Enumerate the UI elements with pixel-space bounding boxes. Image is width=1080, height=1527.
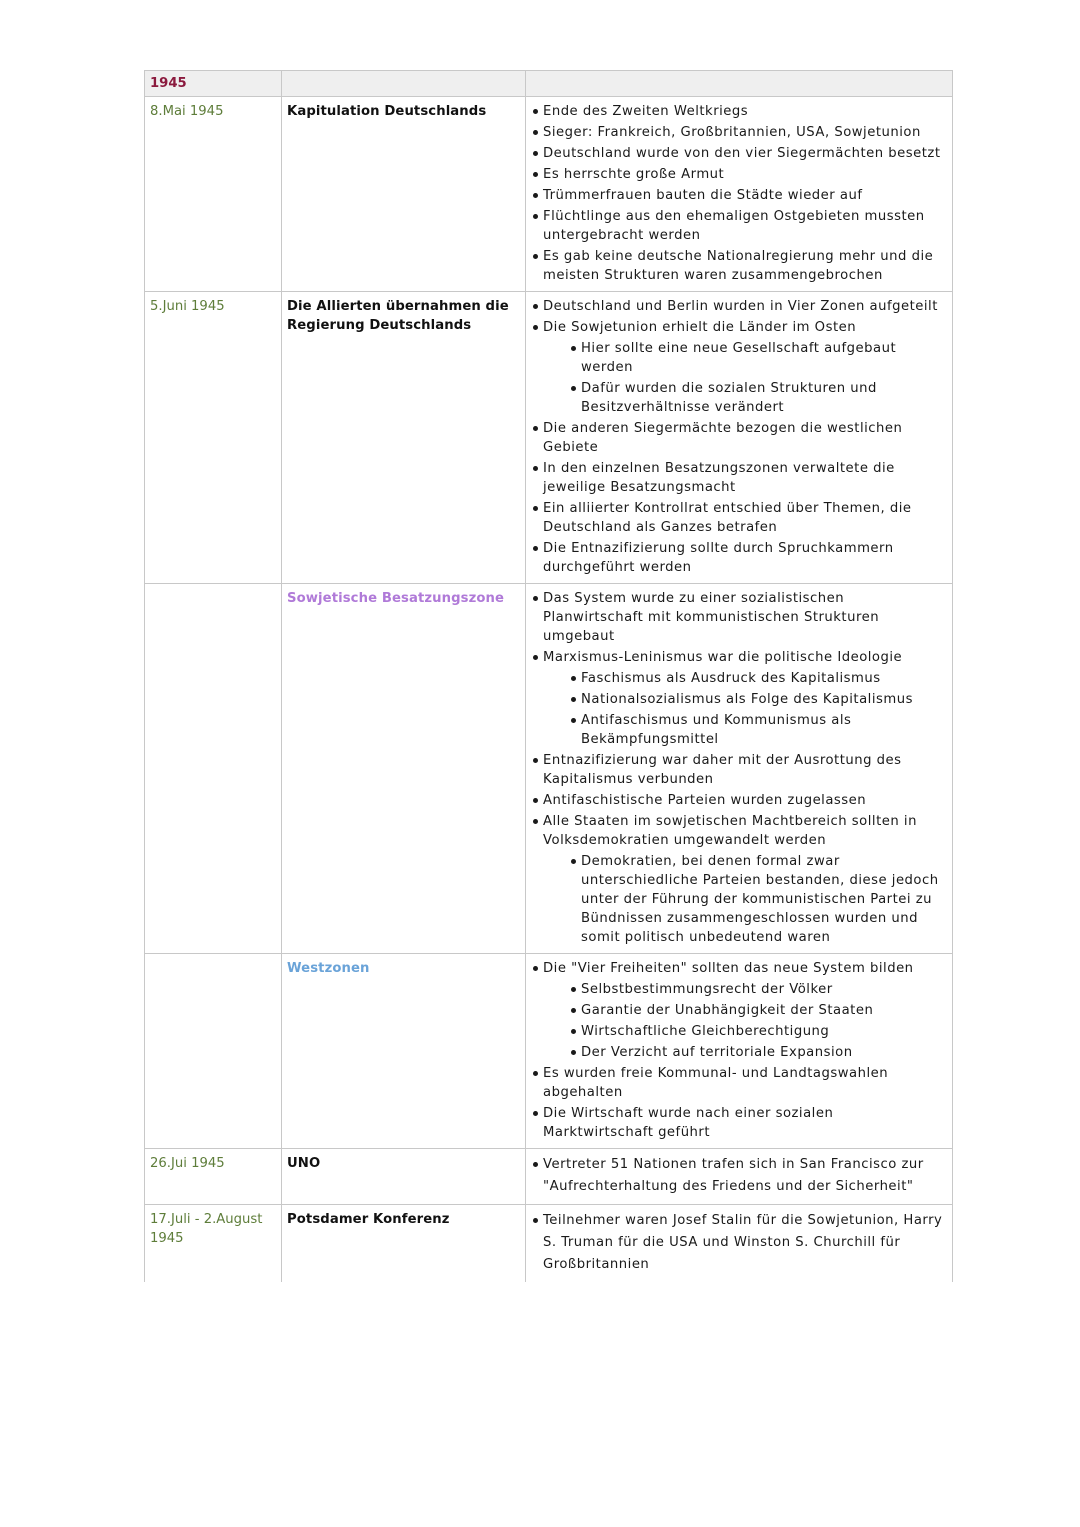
list-item: Flüchtlinge aus den ehemaligen Ostgebieten mussten untergebracht werden xyxy=(531,207,946,245)
table-row xyxy=(145,954,953,1149)
list-item: Die anderen Siegermächte bezogen die westlichen Gebiete xyxy=(531,419,946,457)
sub-list-item: Selbstbestimmungsrecht der Völker xyxy=(569,980,946,999)
list-item: Es gab keine deutsche Nationalregierung mehr und die meisten Strukturen waren zusammengebrochen xyxy=(531,247,946,285)
details-cell xyxy=(526,292,953,584)
table-row xyxy=(145,1205,953,1283)
list-item: Marxismus-Leninismus war die politische Ideologie xyxy=(531,648,946,667)
date-cell xyxy=(145,584,282,954)
sub-list-item: Faschismus als Ausdruck des Kapitalismus xyxy=(569,669,946,688)
table-row xyxy=(145,292,953,584)
list-item: Die "Vier Freiheiten" sollten das neue System bilden xyxy=(531,959,946,978)
event-cell: UNO xyxy=(282,1149,526,1205)
date-cell: 26.Jui 1945 xyxy=(145,1149,282,1205)
bullet-list xyxy=(531,102,946,285)
year-label: 1945 xyxy=(150,76,187,91)
header-cell-empty xyxy=(526,71,953,97)
list-item: Die Sowjetunion erhielt die Länder im Osten xyxy=(531,318,946,337)
list-item: Alle Staaten im sowjetischen Machtbereich sollten in Volksdemokratien umgewandelt werden xyxy=(531,812,946,850)
list-item: In den einzelnen Besatzungszonen verwaltete die jeweilige Besatzungsmacht xyxy=(531,459,946,497)
header-cell-empty xyxy=(282,71,526,97)
sub-list-item: Wirtschaftliche Gleichberechtigung xyxy=(569,1022,946,1041)
bullet-list xyxy=(531,297,946,577)
list-item: Entnazifizierung war daher mit der Ausrottung des Kapitalismus verbunden xyxy=(531,751,946,789)
date-cell: 17.Juli - 2.August 1945 xyxy=(145,1205,282,1283)
list-item: Teilnehmer waren Josef Stalin für die Sowjetunion, Harry S. Truman für die USA und Winston S. Churchill für Großbritannien xyxy=(531,1210,946,1276)
list-item: Antifaschistische Parteien wurden zugelassen xyxy=(531,791,946,810)
sub-list-item: Antifaschismus und Kommunismus als Bekämpfungsmittel xyxy=(569,711,946,749)
list-item: Vertreter 51 Nationen trafen sich in San Francisco zur "Aufrechterhaltung des Friedens und der Sicherheit" xyxy=(531,1154,946,1198)
sub-list-item: Nationalsozialismus als Folge des Kapitalismus xyxy=(569,690,946,709)
date-cell: 8.Mai 1945 xyxy=(145,97,282,292)
list-item: Deutschland und Berlin wurden in Vier Zonen aufgeteilt xyxy=(531,297,946,316)
list-item: Trümmerfrauen bauten die Städte wieder auf xyxy=(531,186,946,205)
date-cell: 5.Juni 1945 xyxy=(145,292,282,584)
sub-list-item: Demokratien, bei denen formal zwar unterschiedliche Parteien bestanden, diese jedoch unter der Führung der kommunistischen Partei zu Bündnissen zusammengeschlossen wurden und somit politisch unbedeutend waren xyxy=(569,852,946,947)
bullet-list xyxy=(531,589,946,947)
event-cell: Potsdamer Konferenz xyxy=(282,1205,526,1283)
list-item: Das System wurde zu einer sozialistischen Planwirtschaft mit kommunistischen Strukturen umgebaut xyxy=(531,589,946,646)
list-item: Sieger: Frankreich, Großbritannien, USA, Sowjetunion xyxy=(531,123,946,142)
table-row xyxy=(145,97,953,292)
bullet-list xyxy=(531,1154,946,1198)
list-item: Es herrschte große Armut xyxy=(531,165,946,184)
details-cell xyxy=(526,97,953,292)
sub-list-item: Dafür wurden die sozialen Strukturen und Besitzverhältnisse verändert xyxy=(569,379,946,417)
details-cell xyxy=(526,954,953,1149)
list-item: Ein alliierter Kontrollrat entschied über Themen, die Deutschland als Ganzes betrafen xyxy=(531,499,946,537)
list-item: Es wurden freie Kommunal- und Landtagswahlen abgehalten xyxy=(531,1064,946,1102)
list-item: Deutschland wurde von den vier Siegermächten besetzt xyxy=(531,144,946,163)
bullet-list xyxy=(531,1210,946,1276)
details-cell xyxy=(526,584,953,954)
details-cell xyxy=(526,1205,953,1283)
event-cell: Kapitulation Deutschlands xyxy=(282,97,526,292)
sub-list-item: Garantie der Unabhängigkeit der Staaten xyxy=(569,1001,946,1020)
date-cell xyxy=(145,954,282,1149)
timeline-table xyxy=(144,70,953,1282)
table-row xyxy=(145,584,953,954)
sub-list-item: Hier sollte eine neue Gesellschaft aufgebaut werden xyxy=(569,339,946,377)
event-cell: Westzonen xyxy=(282,954,526,1149)
year-header-row xyxy=(145,71,953,97)
list-item: Die Entnazifizierung sollte durch Spruchkammern durchgeführt werden xyxy=(531,539,946,577)
event-cell: Sowjetische Besatzungszone xyxy=(282,584,526,954)
list-item: Die Wirtschaft wurde nach einer sozialen Marktwirtschaft geführt xyxy=(531,1104,946,1142)
details-cell xyxy=(526,1149,953,1205)
bullet-list xyxy=(531,959,946,1142)
year-cell xyxy=(145,71,282,97)
sub-list-item: Der Verzicht auf territoriale Expansion xyxy=(569,1043,946,1062)
list-item: Ende des Zweiten Weltkriegs xyxy=(531,102,946,121)
table-row xyxy=(145,1149,953,1205)
event-cell: Die Allierten übernahmen die Regierung Deutschlands xyxy=(282,292,526,584)
